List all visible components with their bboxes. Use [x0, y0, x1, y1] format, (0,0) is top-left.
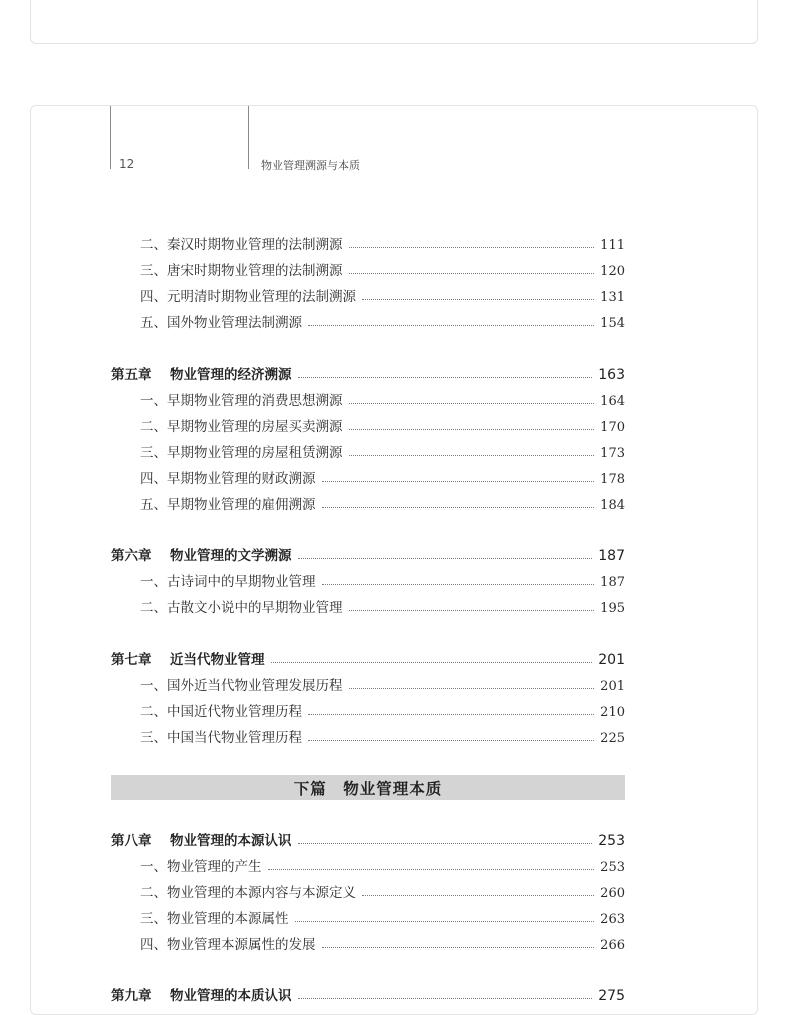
section-title: 三、物业管理的本源属性 [140, 911, 289, 927]
toc-chapter-7[interactable] [111, 648, 625, 668]
chapter-number: 第八章 [111, 833, 152, 849]
dot-leader [349, 455, 595, 456]
section-title: 三、早期物业管理的房屋租赁溯源 [140, 445, 343, 461]
chapter-number: 第九章 [111, 988, 152, 1004]
dot-leader [308, 740, 594, 741]
section-title: 五、国外物业管理法制溯源 [140, 315, 302, 331]
dot-leader [322, 507, 595, 508]
section-title: 二、物业管理的本源内容与本源定义 [140, 885, 356, 901]
section-page: 187 [600, 575, 625, 590]
section-page: 131 [600, 290, 625, 305]
running-title: 物业管理溯源与本质 [261, 159, 360, 172]
dot-leader [298, 843, 593, 844]
section-title: 五、早期物业管理的雇佣溯源 [140, 497, 316, 513]
section-title: 四、元明清时期物业管理的法制溯源 [140, 289, 356, 305]
section-title: 一、国外近当代物业管理发展历程 [140, 678, 343, 694]
section-page: 210 [600, 705, 625, 720]
dot-leader [298, 377, 593, 378]
section-title: 一、物业管理的产生 [140, 859, 262, 875]
dot-leader [362, 895, 594, 896]
chapter-number: 第七章 [111, 652, 152, 668]
page-number: 12 [119, 157, 135, 171]
section-page: 195 [600, 601, 625, 616]
section-page: 178 [600, 472, 625, 487]
dot-leader [322, 947, 595, 948]
toc-section[interactable] [111, 700, 625, 720]
dot-leader [308, 714, 594, 715]
section-page: 184 [600, 498, 625, 513]
dot-leader [349, 429, 595, 430]
toc-section[interactable] [111, 907, 625, 927]
dot-leader [298, 558, 593, 559]
dot-leader [322, 481, 595, 482]
section-title: 一、早期物业管理的消费思想溯源 [140, 393, 343, 409]
toc-section[interactable] [111, 674, 625, 694]
toc-section[interactable] [111, 415, 625, 435]
section-page: 266 [600, 938, 625, 953]
section-page: 164 [600, 394, 625, 409]
chapter-title: 近当代物业管理 [170, 652, 265, 668]
toc-chapter-8[interactable] [111, 829, 625, 849]
header-rule-left [110, 106, 111, 169]
toc-chapter-9[interactable] [111, 984, 625, 1004]
toc-section[interactable] [111, 493, 625, 513]
dot-leader [349, 610, 595, 611]
section-title: 一、古诗词中的早期物业管理 [140, 574, 316, 590]
dot-leader [349, 273, 595, 274]
toc-section[interactable] [111, 389, 625, 409]
section-page: 173 [600, 446, 625, 461]
dot-leader [349, 403, 595, 404]
dot-leader [268, 869, 595, 870]
dot-leader [322, 584, 595, 585]
toc-section[interactable] [111, 855, 625, 875]
previous-page-card [30, 0, 758, 44]
chapter-page: 187 [598, 548, 625, 564]
chapter-title: 物业管理的本源认识 [170, 833, 292, 849]
toc-chapter-5[interactable] [111, 363, 625, 383]
section-title: 二、中国近代物业管理历程 [140, 704, 302, 720]
section-page: 253 [600, 860, 625, 875]
header-rule-right [248, 106, 249, 169]
chapter-title: 物业管理的本质认识 [170, 988, 292, 1004]
toc-section[interactable] [111, 259, 625, 279]
toc-section[interactable] [111, 596, 625, 616]
chapter-page: 201 [598, 652, 625, 668]
toc-section[interactable] [111, 311, 625, 331]
toc-chapter-6[interactable] [111, 544, 625, 564]
dot-leader [349, 688, 595, 689]
section-title: 三、唐宋时期物业管理的法制溯源 [140, 263, 343, 279]
chapter-number: 第六章 [111, 548, 152, 564]
section-page: 111 [600, 238, 625, 253]
chapter-page: 163 [598, 367, 625, 383]
section-page: 263 [600, 912, 625, 927]
section-title: 四、物业管理本源属性的发展 [140, 937, 316, 953]
section-title: 二、秦汉时期物业管理的法制溯源 [140, 237, 343, 253]
section-page: 120 [600, 264, 625, 279]
toc-section[interactable] [111, 881, 625, 901]
chapter-number: 第五章 [111, 367, 152, 383]
toc-section[interactable] [111, 570, 625, 590]
dot-leader [295, 921, 595, 922]
chapter-title: 物业管理的经济溯源 [170, 367, 292, 383]
toc-section[interactable] [111, 285, 625, 305]
section-title: 三、中国当代物业管理历程 [140, 730, 302, 746]
dot-leader [362, 299, 594, 300]
section-title: 四、早期物业管理的财政溯源 [140, 471, 316, 487]
part-heading: 下篇 物业管理本质 [111, 775, 625, 800]
toc-section[interactable] [111, 233, 625, 253]
toc-section[interactable] [111, 467, 625, 487]
section-page: 225 [600, 731, 625, 746]
dot-leader [349, 247, 595, 248]
toc-section[interactable] [111, 441, 625, 461]
section-page: 201 [600, 679, 625, 694]
chapter-page: 253 [598, 833, 625, 849]
section-page: 154 [600, 316, 625, 331]
chapter-title: 物业管理的文学溯源 [170, 548, 292, 564]
section-title: 二、古散文小说中的早期物业管理 [140, 600, 343, 616]
dot-leader [298, 998, 593, 999]
dot-leader [308, 325, 594, 326]
toc-section[interactable] [111, 726, 625, 746]
toc-section[interactable] [111, 933, 625, 953]
section-page: 170 [600, 420, 625, 435]
section-page: 260 [600, 886, 625, 901]
dot-leader [271, 662, 593, 663]
section-title: 二、早期物业管理的房屋买卖溯源 [140, 419, 343, 435]
chapter-page: 275 [598, 988, 625, 1004]
book-page [30, 105, 758, 1015]
